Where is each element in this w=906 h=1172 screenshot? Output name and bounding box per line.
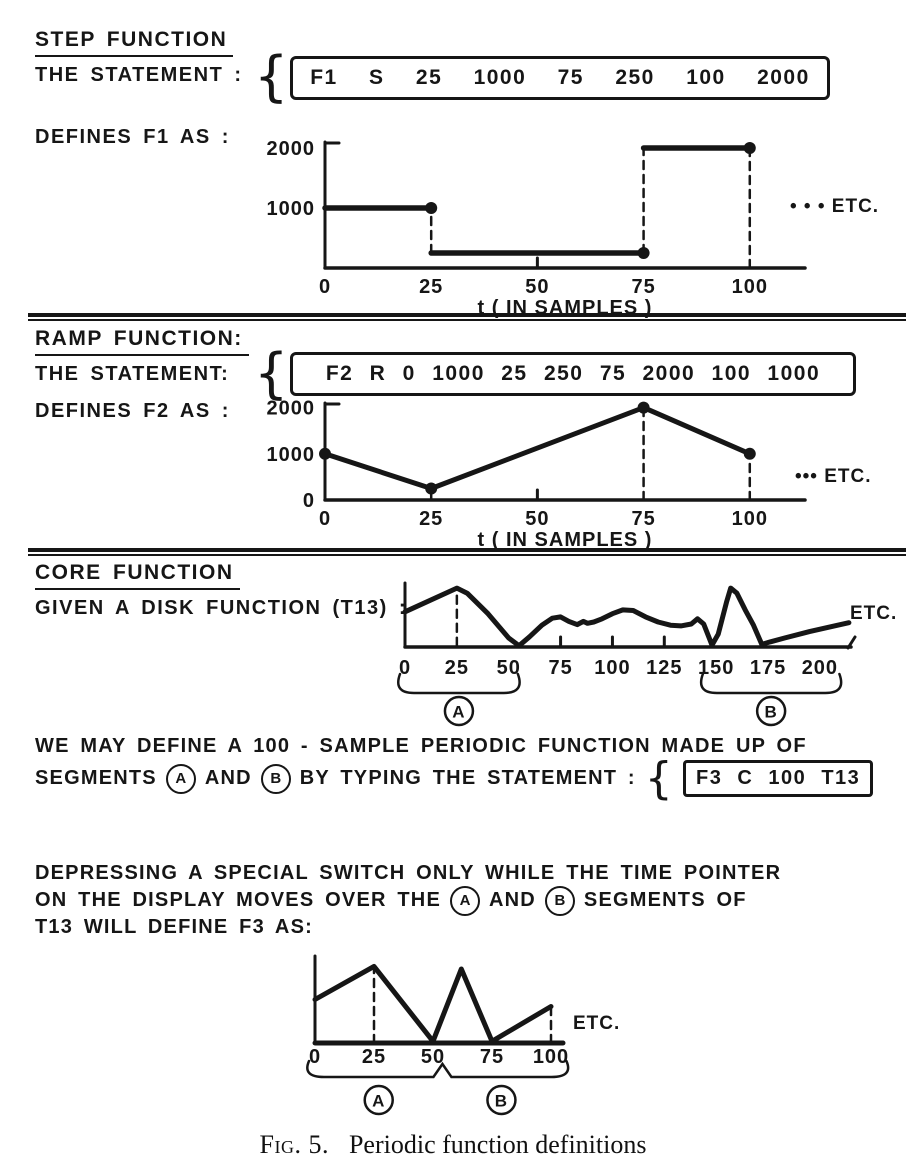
svg-text:100: 100 — [594, 657, 631, 679]
switch-paragraph — [35, 860, 895, 941]
svg-text:A: A — [452, 702, 466, 722]
paragraph-text: ON THE DISPLAY MOVES OVER THE — [35, 889, 441, 911]
core-statement-box: F3 C 100 T13 — [683, 760, 873, 797]
svg-text:100: 100 — [532, 1046, 570, 1068]
svg-text:100: 100 — [731, 276, 768, 298]
svg-text:75: 75 — [631, 508, 656, 530]
ramp-statement-label: THE STATEMENT: — [35, 363, 230, 385]
figure-number: Fig. 5. — [259, 1130, 329, 1159]
ramp-statement-box: F2 R 0 1000 25 250 75 2000 100 1000 — [290, 352, 856, 396]
svg-text:150: 150 — [697, 657, 735, 679]
paragraph-line — [35, 887, 895, 914]
svg-text:25: 25 — [419, 508, 444, 530]
segment-a-badge: A — [166, 764, 196, 794]
svg-text:••• ETC.: ••• ETC. — [795, 466, 872, 488]
svg-text:1000: 1000 — [266, 198, 315, 220]
svg-text:25: 25 — [444, 657, 469, 679]
paragraph-text: BY TYPING THE STATEMENT : — [299, 767, 636, 789]
paragraph-text: AND — [204, 767, 252, 789]
svg-text:75: 75 — [631, 276, 656, 298]
core-given-label: GIVEN A DISK FUNCTION (T13) : — [35, 597, 408, 619]
svg-text:A: A — [372, 1091, 386, 1111]
svg-text:0: 0 — [318, 508, 332, 530]
svg-text:• • • ETC.: • • • ETC. — [790, 196, 880, 217]
left-brace-glyph: { — [254, 342, 289, 405]
svg-text:0: 0 — [318, 276, 332, 298]
svg-text:t ( IN SAMPLES ): t ( IN SAMPLES ) — [477, 529, 653, 551]
disk-function-chart — [385, 577, 906, 729]
paragraph-text: SEGMENTS OF — [583, 889, 747, 911]
step-function-title: STEP FUNCTION — [35, 28, 233, 57]
svg-text:B: B — [764, 702, 778, 722]
left-brace-glyph: { — [254, 45, 289, 108]
paragraph-text: SEGMENTS — [35, 767, 157, 789]
svg-text:75: 75 — [548, 657, 573, 679]
figure-caption — [0, 1130, 906, 1160]
segment-b-badge: B — [545, 886, 575, 916]
svg-text:50: 50 — [420, 1046, 446, 1068]
ramp-function-title: RAMP FUNCTION: — [35, 327, 249, 356]
svg-text:1000: 1000 — [266, 443, 315, 466]
svg-text:25: 25 — [419, 276, 444, 298]
core-function-title: CORE FUNCTION — [35, 561, 240, 590]
step-statement-box: F1 S 25 1000 75 250 100 2000 — [290, 56, 830, 100]
svg-text:0: 0 — [302, 490, 315, 512]
svg-text:200: 200 — [801, 657, 839, 679]
svg-text:175: 175 — [749, 657, 787, 679]
svg-text:75: 75 — [479, 1046, 505, 1068]
paragraph-line: SEGMENTS A AND B BY TYPING THE STATEMENT : { F3 C 100 T13 — [35, 765, 895, 792]
paragraph-text: AND — [488, 889, 536, 911]
f3-function-chart — [260, 940, 700, 1118]
section-divider — [28, 313, 906, 321]
svg-text:50: 50 — [525, 508, 550, 530]
caption-text: Periodic function definitions — [348, 1130, 647, 1159]
step-defines-label: DEFINES F1 AS : — [35, 126, 230, 148]
paragraph-text: T13 WILL DEFINE F3 AS: — [35, 916, 313, 938]
ramp-function-chart — [245, 393, 905, 573]
svg-text:0: 0 — [398, 657, 412, 679]
svg-text:0: 0 — [308, 1046, 322, 1068]
step-statement-label: THE STATEMENT : — [35, 64, 243, 86]
segment-b-badge: B — [261, 764, 291, 794]
periodic-paragraph — [35, 733, 895, 804]
svg-text:2000: 2000 — [266, 397, 315, 420]
step-function-chart — [245, 130, 905, 320]
svg-text:125: 125 — [646, 657, 683, 679]
paragraph-text: DEPRESSING A SPECIAL SWITCH ONLY WHILE THE TIME POINTER — [35, 862, 782, 884]
svg-text:t ( IN SAMPLES ): t ( IN SAMPLES ) — [477, 297, 653, 319]
ramp-defines-label: DEFINES F2 AS : — [35, 400, 230, 422]
svg-text:100: 100 — [731, 508, 768, 530]
segment-a-badge: A — [450, 886, 480, 916]
svg-text:50: 50 — [525, 276, 550, 298]
svg-text:2000: 2000 — [266, 138, 315, 160]
svg-text:B: B — [494, 1091, 509, 1111]
svg-text:ETC.: ETC. — [573, 1013, 621, 1035]
paragraph-line — [35, 860, 895, 887]
paragraph-line — [35, 733, 895, 760]
paragraph-line — [35, 914, 895, 941]
svg-text:50: 50 — [496, 657, 521, 679]
svg-text:25: 25 — [361, 1046, 387, 1068]
svg-text:ETC.: ETC. — [850, 602, 898, 624]
paragraph-text: WE MAY DEFINE A 100 - SAMPLE PERIODIC FUNCTION MADE UP OF — [35, 735, 807, 757]
section-divider — [28, 548, 906, 556]
